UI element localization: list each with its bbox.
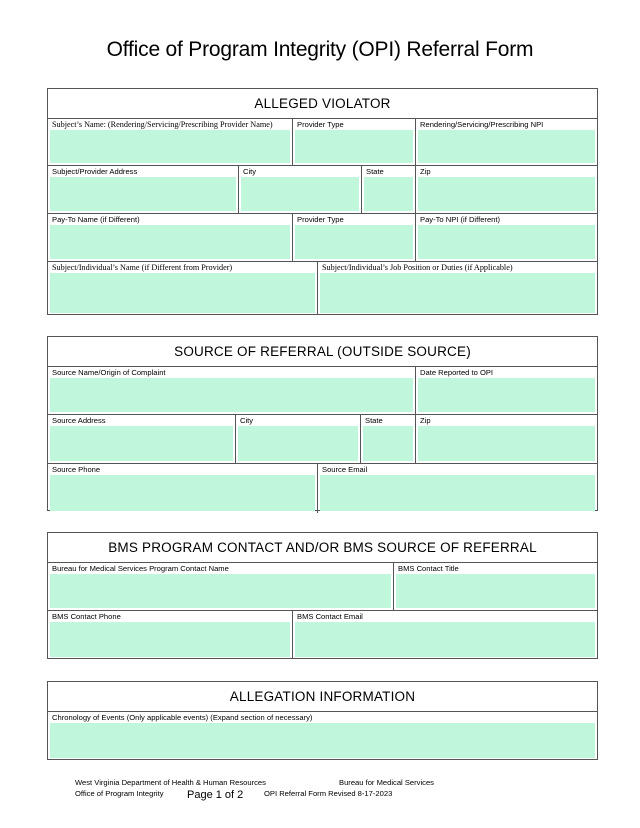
field-label: City [240,416,254,425]
provider-type-2-cell [293,214,416,261]
individual-name-cell [48,262,318,315]
bms-contact-phone-input[interactable] [50,622,290,657]
field-label: State [365,416,383,425]
source-city-cell [236,415,361,463]
city-cell [239,166,362,213]
field-label: Bureau for Medical Services Program Contact Name [52,564,229,573]
field-label: Pay-To Name (if Different) [52,215,140,224]
field-label: Source Address [52,416,106,425]
section-heading: ALLEGED VIOLATOR [48,89,597,119]
page-footer [75,778,545,800]
footer-department: West Virginia Department of Health & Human Resources [75,778,266,787]
subject-city-input[interactable] [241,177,359,211]
field-label: Pay-To NPI (if Different) [420,215,501,224]
payto-name-input[interactable] [50,225,290,259]
page-title: Office of Program Integrity (OPI) Referral Form [106,38,534,61]
field-label: Chronology of Events (Only applicable events) (Expand section of necessary) [52,713,313,722]
subject-name-input[interactable] [50,130,290,163]
page-number: Page 1 of 2 [187,789,244,801]
field-label: Rendering/Servicing/Prescribing NPI [420,120,544,129]
field-label: BMS Contact Phone [52,612,121,621]
field-label: BMS Contact Title [398,564,459,573]
subject-state-input[interactable] [364,177,413,211]
field-label: Source Phone [52,465,101,474]
source-phone-input[interactable] [50,475,315,511]
chronology-cell [48,712,597,760]
payto-npi-input[interactable] [418,225,595,259]
source-email-cell [318,464,597,513]
date-reported-cell [416,367,597,414]
source-name-input[interactable] [50,378,413,412]
chronology-textarea[interactable] [50,723,595,758]
field-label: State [366,167,384,176]
bms-contact-name-input[interactable] [50,574,391,608]
source-phone-cell [48,464,318,513]
bms-contact-phone-cell [48,611,293,659]
provider-type-input[interactable] [295,130,413,163]
alleged-violator-section [47,88,598,315]
address-cell [48,166,239,213]
field-label: Zip [420,416,431,425]
section-heading: ALLEGATION INFORMATION [48,682,597,712]
source-city-input[interactable] [238,426,358,461]
source-zip-cell [416,415,597,463]
payto-name-cell [48,214,293,261]
job-position-input[interactable] [320,273,595,313]
section-heading: SOURCE OF REFERRAL (OUTSIDE SOURCE) [48,337,597,367]
field-label: Subject/Individual’s Job Position or Duties (if Applicable) [322,263,513,272]
field-label: BMS Contact Email [297,612,363,621]
bms-contact-title-input[interactable] [396,574,595,608]
field-label: Date Reported to OPI [420,368,494,377]
bms-contact-email-input[interactable] [295,622,595,657]
field-label: Provider Type [297,120,344,129]
field-label: City [243,167,257,176]
source-zip-input[interactable] [418,426,595,461]
source-state-cell [361,415,416,463]
provider-type-cell [293,119,416,165]
bms-contact-name-cell [48,563,394,610]
source-email-input[interactable] [320,475,595,511]
section-heading: BMS PROGRAM CONTACT AND/OR BMS SOURCE OF REFERRAL [48,533,597,563]
npi-cell [416,119,597,165]
job-position-cell [318,262,597,315]
footer-form-revision: OPI Referral Form Revised 8-17-2023 [264,789,393,798]
field-label: Subject/Provider Address [52,167,138,176]
source-state-input[interactable] [363,426,413,461]
field-label: Source Email [322,465,368,474]
subject-name-cell [48,119,293,165]
individual-name-input[interactable] [50,273,315,313]
source-address-cell [48,415,236,463]
field-label: Subject’s Name: (Rendering/Servicing/Prescribing Provider Name) [52,120,273,129]
payto-provider-type-input[interactable] [295,225,413,259]
source-address-input[interactable] [50,426,233,461]
field-label: Zip [420,167,431,176]
source-name-cell [48,367,416,414]
zip-cell [416,166,597,213]
field-label: Provider Type [297,215,344,224]
bms-contact-section [47,532,598,659]
subject-address-input[interactable] [50,177,236,211]
npi-input[interactable] [418,130,595,163]
source-of-referral-section [47,336,598,511]
allegation-section [47,681,598,760]
subject-zip-input[interactable] [418,177,595,211]
payto-npi-cell [416,214,597,261]
field-label: Source Name/Origin of Complaint [52,368,166,377]
footer-bureau: Bureau for Medical Services [339,778,434,787]
date-reported-input[interactable] [418,378,595,412]
footer-office: Office of Program Integrity [75,789,164,798]
bms-contact-title-cell [394,563,597,610]
field-label: Subject/Individual’s Name (if Different from Provider) [52,263,233,272]
state-cell [362,166,416,213]
bms-contact-email-cell [293,611,597,659]
